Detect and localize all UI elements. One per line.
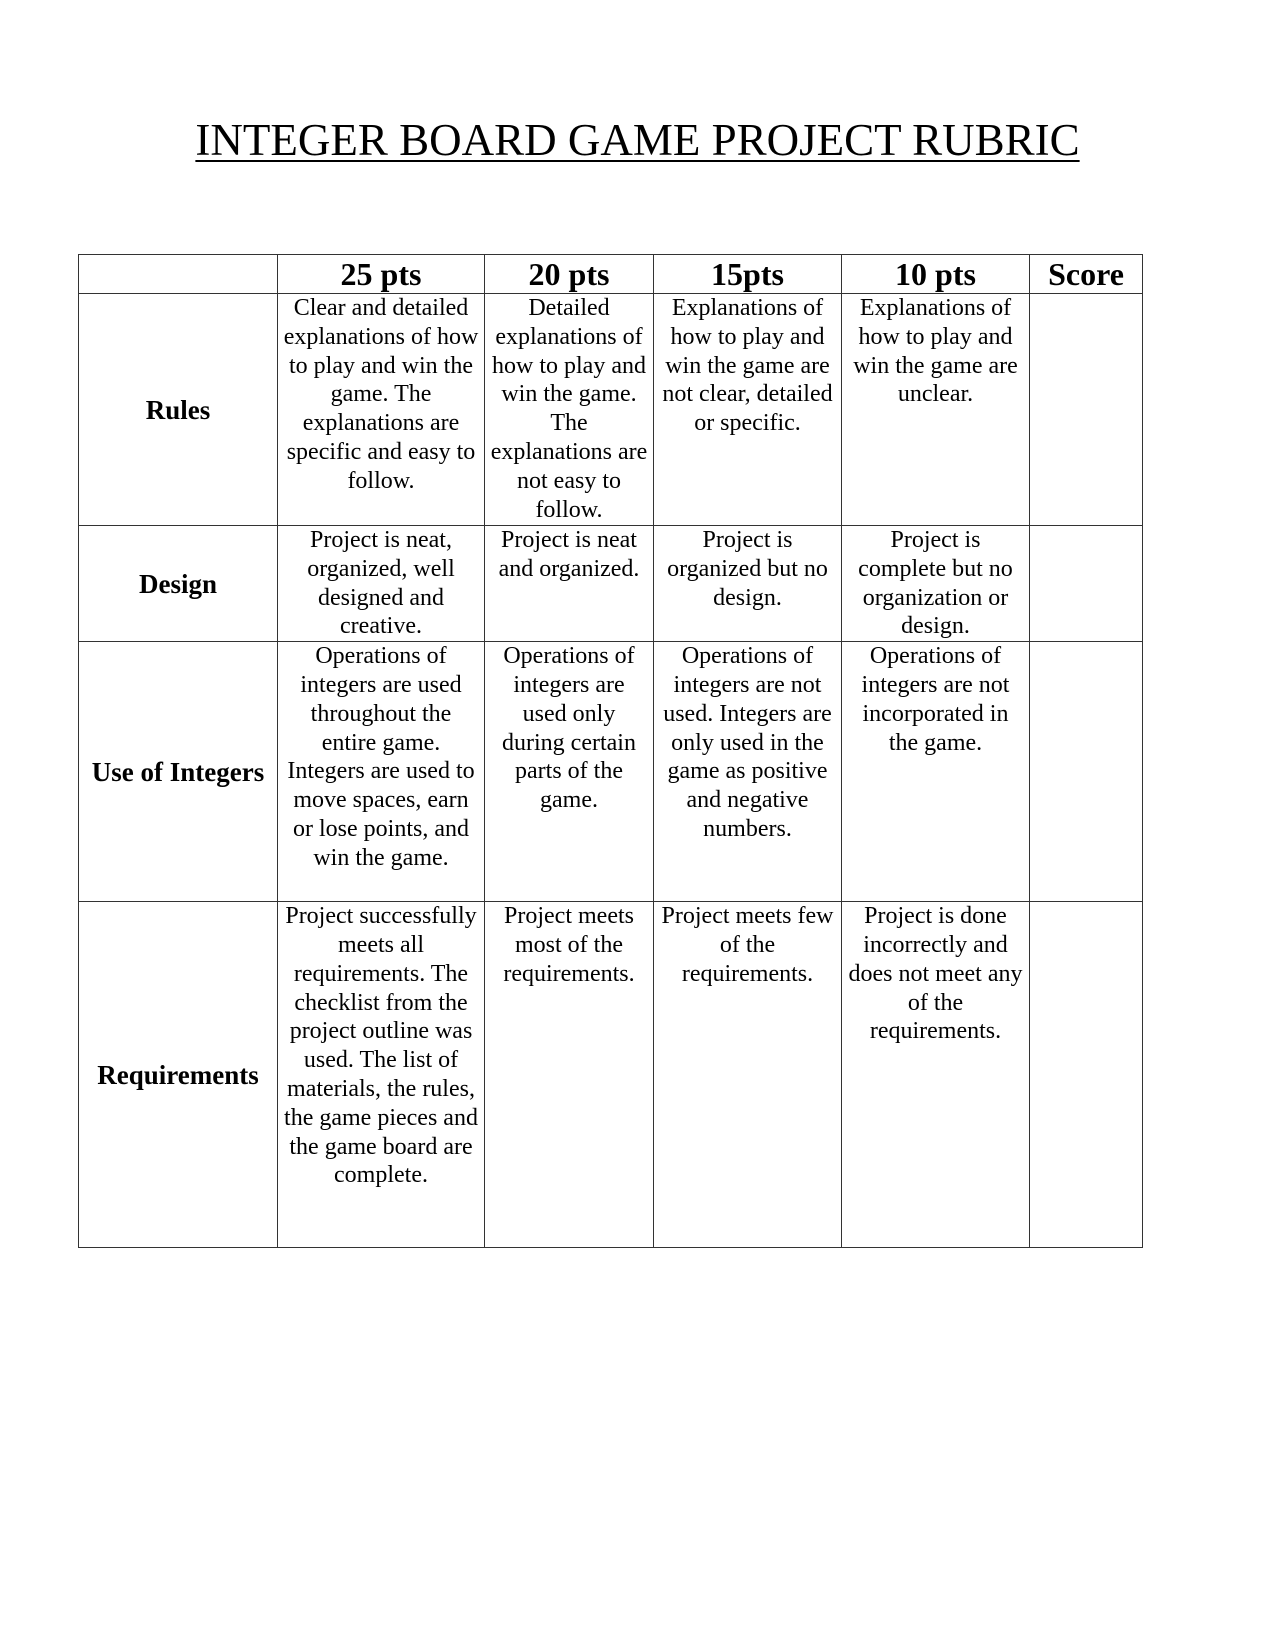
cell-requirements-15: Project meets few of the requirements. <box>654 902 842 1248</box>
header-score: Score <box>1030 255 1143 294</box>
criterion-use-of-integers: Use of Integers <box>79 642 278 902</box>
cell-integers-15: Operations of integers are not used. Integers are only used in the game as positive and negative numbers. <box>654 642 842 902</box>
rubric-row-design <box>79 526 1143 642</box>
cell-integers-20: Operations of integers are used only during certain parts of the game. <box>485 642 654 902</box>
cell-integers-10: Operations of integers are not incorporated in the game. <box>842 642 1030 902</box>
cell-requirements-10: Project is done incorrectly and does not meet any of the requirements. <box>842 902 1030 1248</box>
cell-design-10: Project is complete but no organization or design. <box>842 526 1030 642</box>
rubric-table <box>78 254 1143 1248</box>
cell-rules-15: Explanations of how to play and win the game are not clear, detailed or specific. <box>654 294 842 526</box>
criterion-requirements: Requirements <box>79 902 278 1248</box>
criterion-design: Design <box>79 526 278 642</box>
cell-integers-25: Operations of integers are used throughout the entire game. Integers are used to move spaces, earn or lose points, and win the game. <box>278 642 485 902</box>
page-title: INTEGER BOARD GAME PROJECT RUBRIC <box>195 115 1080 165</box>
header-25-pts: 25 pts <box>278 255 485 294</box>
rubric-row-rules <box>79 294 1143 526</box>
header-20-pts: 20 pts <box>485 255 654 294</box>
cell-design-25: Project is neat, organized, well designed and creative. <box>278 526 485 642</box>
score-cell-design[interactable] <box>1030 526 1143 642</box>
header-row <box>79 255 1143 294</box>
header-blank <box>79 255 278 294</box>
cell-design-20: Project is neat and organized. <box>485 526 654 642</box>
cell-rules-10: Explanations of how to play and win the game are unclear. <box>842 294 1030 526</box>
cell-requirements-25: Project successfully meets all requirements. The checklist from the project outline was used. The list of materials, the rules, the game pieces and the game board are complete. <box>278 902 485 1248</box>
score-cell-use-of-integers[interactable] <box>1030 642 1143 902</box>
header-15-pts: 15pts <box>654 255 842 294</box>
cell-rules-20: Detailed explanations of how to play and win the game. The explanations are not easy to follow. <box>485 294 654 526</box>
score-cell-rules[interactable] <box>1030 294 1143 526</box>
cell-rules-25: Clear and detailed explanations of how to play and win the game. The explanations are specific and easy to follow. <box>278 294 485 526</box>
rubric-row-use-of-integers <box>79 642 1143 902</box>
header-10-pts: 10 pts <box>842 255 1030 294</box>
cell-design-15: Project is organized but no design. <box>654 526 842 642</box>
criterion-rules: Rules <box>79 294 278 526</box>
score-cell-requirements[interactable] <box>1030 902 1143 1248</box>
rubric-row-requirements <box>79 902 1143 1248</box>
cell-requirements-20: Project meets most of the requirements. <box>485 902 654 1248</box>
